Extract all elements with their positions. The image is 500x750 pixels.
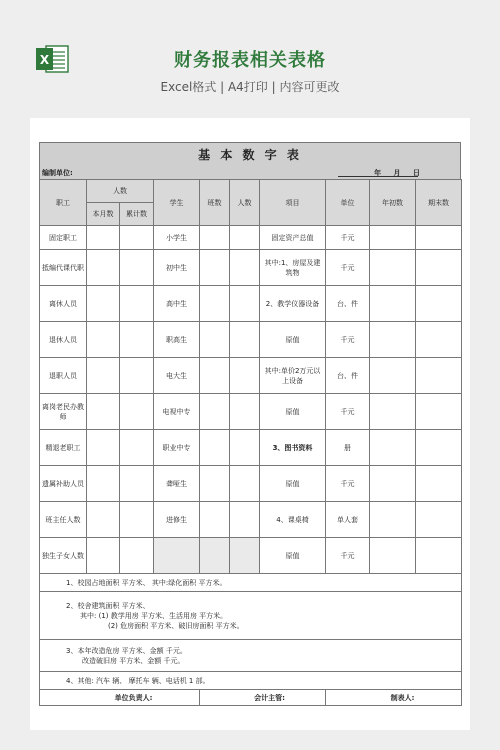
- value-cell[interactable]: [370, 226, 416, 250]
- document-sheet: [30, 118, 470, 730]
- col-staff: 职工: [40, 180, 87, 226]
- value-cell[interactable]: [120, 538, 154, 574]
- value-cell[interactable]: [200, 226, 230, 250]
- student-cell: 高中生: [154, 286, 200, 322]
- value-cell[interactable]: [120, 394, 154, 430]
- staff-cell: 抵编代课代职: [40, 250, 87, 286]
- value-cell[interactable]: [87, 430, 120, 466]
- value-cell[interactable]: [120, 286, 154, 322]
- student-cell: 小学生: [154, 226, 200, 250]
- item-cell: 其中:1、房屋及建筑物: [260, 250, 326, 286]
- unit-cell: 千元: [326, 466, 370, 502]
- value-cell[interactable]: [87, 322, 120, 358]
- page-subtitle: Excel格式 | A4打印 | 内容可更改: [160, 80, 340, 94]
- form-title: 基 本 数 字 表: [39, 142, 461, 167]
- value-cell[interactable]: [370, 502, 416, 538]
- page-header: [0, 0, 500, 112]
- staff-cell: 独生子女人数: [40, 538, 87, 574]
- value-cell[interactable]: [87, 502, 120, 538]
- student-cell: [154, 538, 200, 574]
- svg-text:X: X: [39, 53, 50, 67]
- value-cell[interactable]: [370, 286, 416, 322]
- unit-cell: 千元: [326, 322, 370, 358]
- value-cell[interactable]: [87, 538, 120, 574]
- col-persons: 人数: [230, 180, 260, 226]
- blank-cell: [200, 538, 230, 574]
- item-cell: 原值: [260, 466, 326, 502]
- value-cell[interactable]: [416, 430, 462, 466]
- value-cell[interactable]: [230, 466, 260, 502]
- value-cell[interactable]: [230, 502, 260, 538]
- item-cell: 4、课桌椅: [260, 502, 326, 538]
- col-unit: 单位: [326, 180, 370, 226]
- col-this-month: 本月数: [87, 203, 120, 226]
- student-cell: 进修生: [154, 502, 200, 538]
- value-cell[interactable]: [87, 286, 120, 322]
- value-cell[interactable]: [200, 286, 230, 322]
- value-cell[interactable]: [370, 250, 416, 286]
- note-1: 1、校园占地面积 平方米、 其中:绿化面积 平方米。: [40, 574, 462, 592]
- note-row: [40, 672, 462, 690]
- unit-cell: 千元: [326, 250, 370, 286]
- value-cell[interactable]: [87, 394, 120, 430]
- value-cell[interactable]: [200, 250, 230, 286]
- item-cell: 固定资产总值: [260, 226, 326, 250]
- item-cell: 3、图书资料: [260, 430, 326, 466]
- staff-cell: 班主任人数: [40, 502, 87, 538]
- value-cell[interactable]: [416, 226, 462, 250]
- value-cell[interactable]: [416, 394, 462, 430]
- value-cell[interactable]: [120, 250, 154, 286]
- value-cell[interactable]: [120, 358, 154, 394]
- preparer-label: 制表人:: [326, 690, 462, 706]
- value-cell[interactable]: [416, 250, 462, 286]
- value-cell[interactable]: [87, 358, 120, 394]
- col-count: 人数: [87, 180, 154, 203]
- note-4: 4、其他: 汽车 辆、 摩托车 辆、电话机 1 部。: [40, 672, 462, 690]
- value-cell[interactable]: [370, 322, 416, 358]
- value-cell[interactable]: [370, 466, 416, 502]
- value-cell[interactable]: [416, 466, 462, 502]
- value-cell[interactable]: [230, 286, 260, 322]
- value-cell[interactable]: [416, 358, 462, 394]
- basic-figures-form: [39, 142, 461, 706]
- value-cell[interactable]: [370, 538, 416, 574]
- value-cell[interactable]: [370, 430, 416, 466]
- note-2: 2、校舍建筑面积 平方米、 其中: (1) 教学用房 平方米、生活用房 平方米。 (2) 危房面积 平方米、破旧房面积 平方米。: [40, 592, 462, 640]
- staff-cell: 遗属补助人员: [40, 466, 87, 502]
- unit-cell: 千元: [326, 394, 370, 430]
- form-meta: [39, 167, 461, 179]
- item-cell: 原值: [260, 394, 326, 430]
- value-cell[interactable]: [416, 502, 462, 538]
- table-row: [40, 466, 462, 502]
- student-cell: 电视中专: [154, 394, 200, 430]
- value-cell[interactable]: [200, 466, 230, 502]
- table-row: [40, 358, 462, 394]
- student-cell: 电大生: [154, 358, 200, 394]
- value-cell[interactable]: [416, 538, 462, 574]
- value-cell[interactable]: [416, 322, 462, 358]
- staff-cell: 离休人员: [40, 286, 87, 322]
- value-cell[interactable]: [370, 394, 416, 430]
- col-end: 期末数: [416, 180, 462, 226]
- staff-cell: 退职人员: [40, 358, 87, 394]
- value-cell[interactable]: [200, 322, 230, 358]
- table-row: [40, 250, 462, 286]
- figures-table: [39, 179, 462, 706]
- item-cell: 其中:单价2万元以上设备: [260, 358, 326, 394]
- col-student: 学生: [154, 180, 200, 226]
- unit-cell: 千元: [326, 538, 370, 574]
- blank-cell: [230, 538, 260, 574]
- col-cumulative: 累计数: [120, 203, 154, 226]
- staff-cell: 固定职工: [40, 226, 87, 250]
- value-cell[interactable]: [230, 394, 260, 430]
- unit-cell: 台、件: [326, 286, 370, 322]
- date-label: 年 月 日: [374, 169, 420, 177]
- value-cell[interactable]: [230, 226, 260, 250]
- table-row: [40, 394, 462, 430]
- unit-cell: 台、件: [326, 358, 370, 394]
- note-row: [40, 592, 462, 640]
- item-cell: 2、教学仪器设备: [260, 286, 326, 322]
- unit-cell: 单人套: [326, 502, 370, 538]
- unit-cell: 册: [326, 430, 370, 466]
- item-cell: 原值: [260, 538, 326, 574]
- col-classes: 班数: [200, 180, 230, 226]
- value-cell[interactable]: [230, 358, 260, 394]
- value-cell[interactable]: [200, 502, 230, 538]
- student-cell: 初中生: [154, 250, 200, 286]
- value-cell[interactable]: [416, 286, 462, 322]
- staff-cell: 离岗老民办教师: [40, 394, 87, 430]
- table-row: [40, 286, 462, 322]
- value-cell[interactable]: [120, 322, 154, 358]
- student-cell: 聋哑生: [154, 466, 200, 502]
- unit-cell: 千元: [326, 226, 370, 250]
- table-row: [40, 538, 462, 574]
- table-row: [40, 430, 462, 466]
- owner-label: 单位负责人:: [40, 690, 200, 706]
- note-row: [40, 640, 462, 672]
- value-cell[interactable]: [230, 430, 260, 466]
- value-cell[interactable]: [200, 358, 230, 394]
- table-row: [40, 502, 462, 538]
- value-cell[interactable]: [200, 430, 230, 466]
- staff-cell: 退休人员: [40, 322, 87, 358]
- value-cell[interactable]: [120, 466, 154, 502]
- value-cell[interactable]: [87, 250, 120, 286]
- table-row: [40, 322, 462, 358]
- value-cell[interactable]: [120, 502, 154, 538]
- value-cell[interactable]: [87, 226, 120, 250]
- value-cell[interactable]: [87, 466, 120, 502]
- value-cell[interactable]: [230, 250, 260, 286]
- col-start: 年初数: [370, 180, 416, 226]
- value-cell[interactable]: [370, 358, 416, 394]
- note-row: [40, 574, 462, 592]
- student-cell: 职业中专: [154, 430, 200, 466]
- staff-cell: 精退老职工: [40, 430, 87, 466]
- unit-label: 编制单位:: [42, 169, 73, 177]
- table-row: [40, 226, 462, 250]
- value-cell[interactable]: [230, 322, 260, 358]
- signature-row: [40, 690, 462, 706]
- note-3: 3、本年改造危房 平方米、金额 千元。 改造破旧房 平方米、金额 千元。: [40, 640, 462, 672]
- student-cell: 职高生: [154, 322, 200, 358]
- page-title: 财务报表相关表格: [174, 50, 326, 71]
- value-cell[interactable]: [120, 226, 154, 250]
- col-item: 项目: [260, 180, 326, 226]
- value-cell[interactable]: [120, 430, 154, 466]
- item-cell: 原值: [260, 322, 326, 358]
- accountant-label: 会计主管:: [200, 690, 326, 706]
- value-cell[interactable]: [200, 394, 230, 430]
